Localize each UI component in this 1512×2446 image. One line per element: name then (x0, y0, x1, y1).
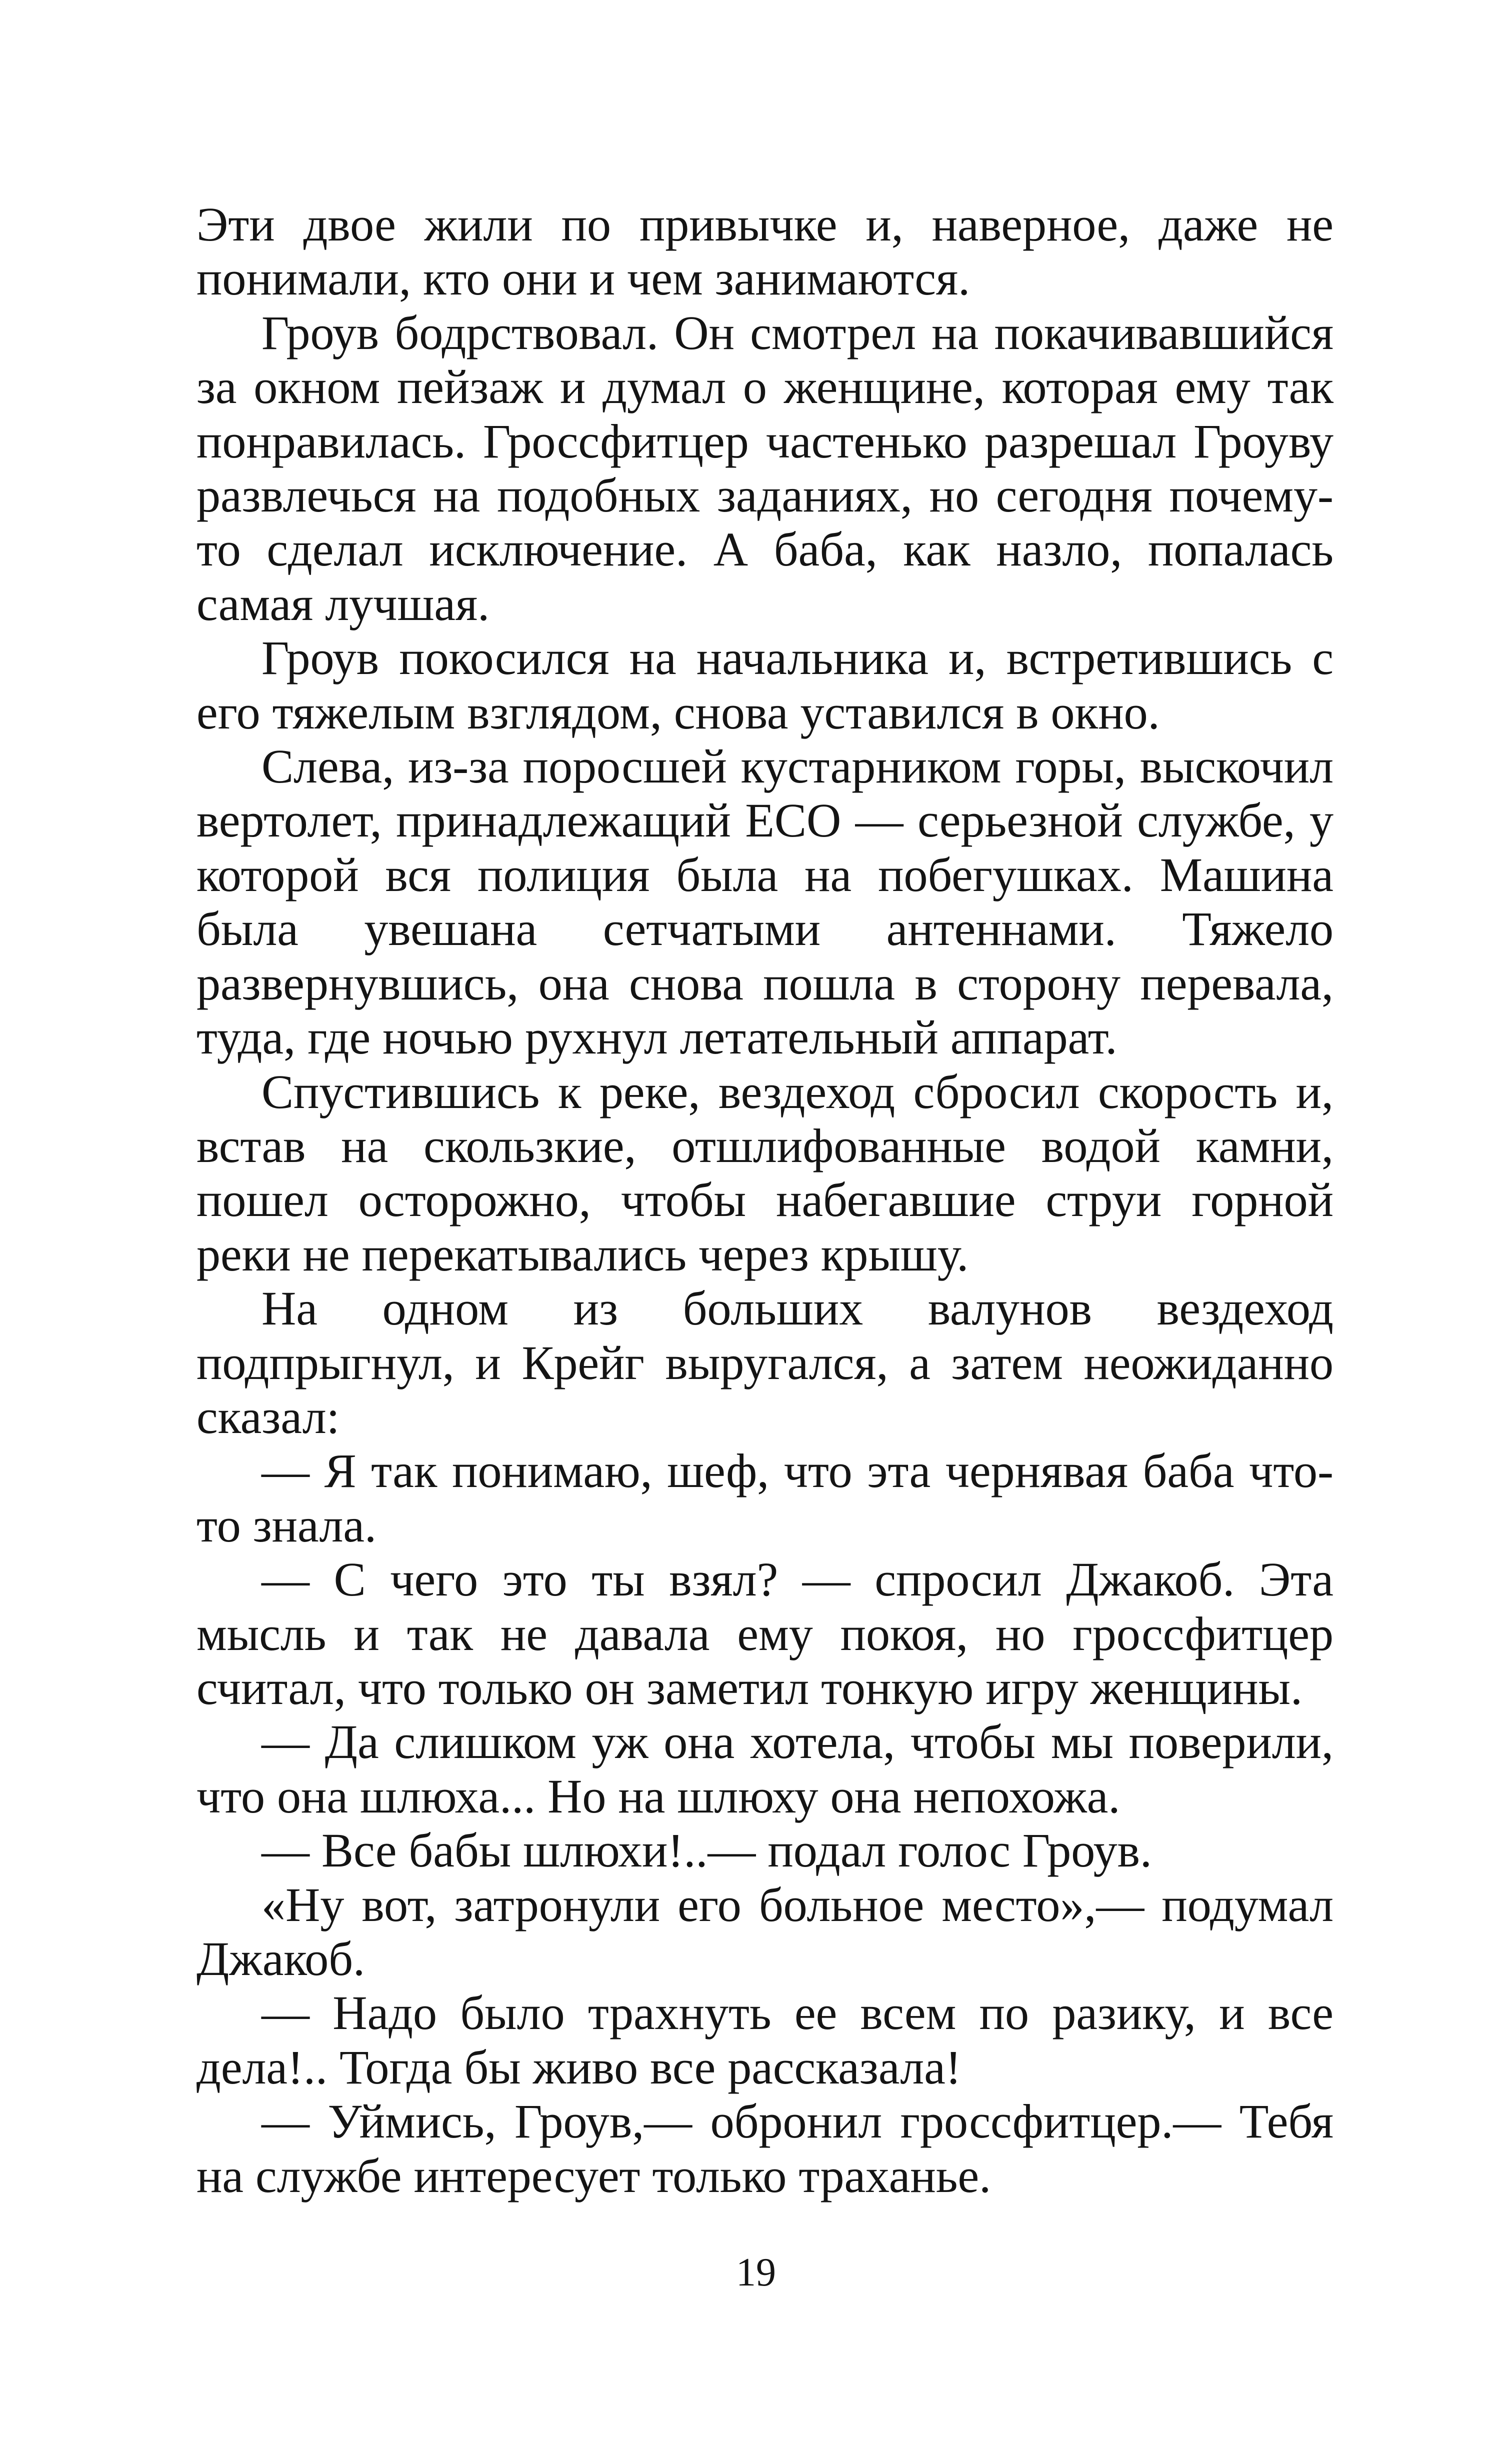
paragraph: «Ну вот, затронули его больное место»,— подумал Джакоб. (196, 1878, 1334, 1986)
dialogue-line: — Да слишком уж она хотела, чтобы мы поверили, что она шлюха... Но на шлюху она непохожа. (196, 1715, 1334, 1823)
paragraph: Эти двое жили по привычке и, наверное, даже не понимали, кто они и чем занимаются. (196, 198, 1334, 306)
paragraph: Спустившись к реке, вездеход сбросил скорость и, встав на скользкие, отшлифованные водой камни, пошел осторожно, чтобы набегавшие струи горной реки не перекатывались через крышу. (196, 1064, 1334, 1281)
body-text (196, 198, 1334, 2203)
dialogue-line: — С чего это ты взял? — спросил Джакоб. Эта мысль и так не давала ему покоя, но гроссфитцер считал, что только он заметил тонкую игру женщины. (196, 1552, 1334, 1714)
paragraph: Гроув бодрствовал. Он смотрел на покачивавшийся за окном пейзаж и думал о женщине, которая ему так понравилась. Гроссфитцер частенько разрешал Гроуву развлечься на подобных заданиях, но сегодня почему-то сделал исключение. А баба, как назло, попалась самая лучшая. (196, 306, 1334, 630)
dialogue-line: — Я так понимаю, шеф, что эта чернявая баба что-то знала. (196, 1444, 1334, 1552)
dialogue-line: — Надо было трахнуть ее всем по разику, и все дела!.. Тогда бы живо все рассказала! (196, 1986, 1334, 2094)
dialogue-line: — Уймись, Гроув,— обронил гроссфитцер.— Тебя на службе интересует только траханье. (196, 2094, 1334, 2202)
paragraph: На одном из больших валунов вездеход подпрыгнул, и Крейг выругался, а затем неожиданно сказал: (196, 1282, 1334, 1444)
dialogue-line: — Все бабы шлюхи!..— подал голос Гроув. (262, 1824, 1152, 1878)
page-number: 19 (736, 2250, 776, 2294)
paragraph: Гроув покосился на начальника и, встретившись с его тяжелым взглядом, снова уставился в окно. (196, 631, 1334, 739)
paragraph: Слева, из-за поросшей кустарником горы, выскочил вертолет, принадлежащий ЕСО — серьезной службе, у которой вся полиция была на побегушках. Машина была увешана сетчатыми антеннами. Тяжело развернувшись, она снова пошла в сторону перевала, туда, где ночью рухнул летательный аппарат. (196, 740, 1334, 1064)
